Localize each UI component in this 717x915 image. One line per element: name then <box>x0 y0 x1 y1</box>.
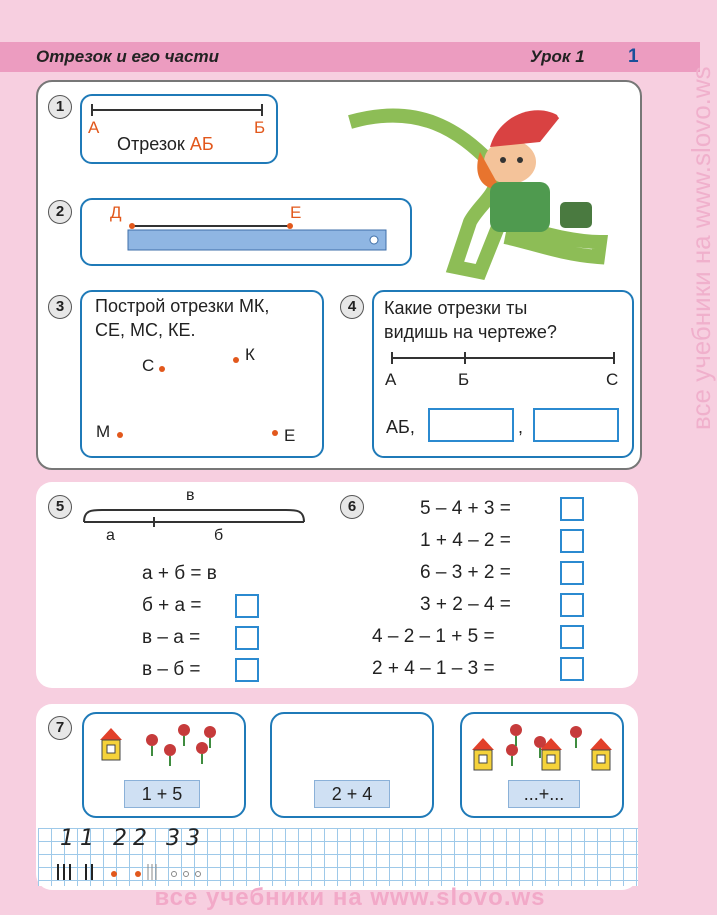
lesson-number: Урок 1 <box>530 47 585 66</box>
ex5-row-1: а + б = в <box>142 563 217 584</box>
ex6-answer-5[interactable] <box>560 625 584 649</box>
point-a4-label: А <box>385 370 397 389</box>
ex6-row-3: 6 – 3 + 2 = <box>420 562 511 583</box>
flowers-icon <box>140 720 230 770</box>
ex6-row-1: 5 – 4 + 3 = <box>420 498 511 519</box>
exercise-4-text-line2: видишь на чертеже? <box>384 322 557 342</box>
point-e <box>272 430 278 436</box>
segment-caption-name: АБ <box>189 134 214 154</box>
segment-ab <box>86 100 271 120</box>
ex5-row-3: в – а = <box>142 627 201 648</box>
exercise-3-number: 3 <box>48 295 72 319</box>
point-e3-label: Е <box>284 426 296 445</box>
ex5-answer-2[interactable] <box>235 594 259 618</box>
exercise-6-number: 6 <box>340 495 364 519</box>
answer-box-1[interactable] <box>428 408 514 442</box>
segment-diagram <box>82 500 306 530</box>
ruler-with-segment <box>126 222 388 252</box>
ex6-row-4: 3 + 2 – 4 = <box>420 594 511 615</box>
label-a: а <box>106 527 115 544</box>
point-c-label: С <box>142 356 155 375</box>
house-icon <box>100 728 122 760</box>
answer-comma: , <box>518 417 524 437</box>
label-b: б <box>214 527 224 544</box>
ex6-answer-2[interactable] <box>560 529 584 553</box>
counting-sticks-icon <box>54 862 224 882</box>
label-v: в <box>186 487 195 504</box>
segment-caption-text: Отрезок <box>117 134 185 154</box>
ex5-answer-3[interactable] <box>235 626 259 650</box>
point-m <box>117 432 123 438</box>
point-k-label: К <box>245 345 255 364</box>
card-3-expression: ...+... <box>508 780 580 808</box>
exercise-1-number: 1 <box>48 95 72 119</box>
answer-box-2[interactable] <box>533 408 619 442</box>
segment-caption <box>117 134 214 155</box>
exercise-4-number: 4 <box>340 295 364 319</box>
card-1-expression: 1 + 5 <box>124 780 200 808</box>
point-c4-label: С <box>606 370 619 389</box>
ex6-answer-1[interactable] <box>560 497 584 521</box>
point-c <box>159 366 165 372</box>
ex5-row-2: б + а = <box>142 595 202 616</box>
point-e-label: Е <box>290 203 302 222</box>
card-2-expression: 2 + 4 <box>314 780 390 808</box>
exercise-5-number: 5 <box>48 495 72 519</box>
point-a-label: А <box>88 118 100 137</box>
point-m-label: М <box>96 422 111 441</box>
segment-abc <box>388 350 618 366</box>
ex5-row-4: в – б = <box>142 659 201 680</box>
point-b-label: Б <box>254 118 266 137</box>
point-k <box>233 357 239 363</box>
exercise-7-number: 7 <box>48 716 72 740</box>
ex6-answer-3[interactable] <box>560 561 584 585</box>
flowers-icon <box>500 720 590 770</box>
house-icon <box>472 738 494 770</box>
exercise-4-text-line1: Какие отрезки ты <box>384 298 528 318</box>
ex5-answer-4[interactable] <box>235 658 259 682</box>
exercise-2-number: 2 <box>48 200 72 224</box>
practice-digits: 11 22 33 <box>60 826 206 851</box>
point-d-label: Д <box>110 203 122 222</box>
watermark-side: все учебники на www.slovo.ws <box>686 66 716 430</box>
lesson-header <box>0 42 700 72</box>
page-number: 1 <box>628 46 639 67</box>
exercise-3-text-line2: СЕ, МС, КЕ. <box>95 320 196 340</box>
point-b4-label: Б <box>458 370 470 389</box>
watermark-bottom: все учебники на www.slovo.ws <box>154 884 546 911</box>
ex6-answer-6[interactable] <box>560 657 584 681</box>
house-icon <box>590 738 612 770</box>
exercise-3-text-line1: Построй отрезки МК, <box>95 296 270 316</box>
ex6-row-6: 2 + 4 – 1 – 3 = <box>372 658 495 679</box>
ex6-answer-4[interactable] <box>560 593 584 617</box>
answer-start: АБ, <box>386 417 415 437</box>
lesson-topic: Отрезок и его части <box>36 47 219 66</box>
ex6-row-5: 4 – 2 – 1 + 5 = <box>372 626 495 647</box>
ex6-row-2: 1 + 4 – 2 = <box>420 530 511 551</box>
